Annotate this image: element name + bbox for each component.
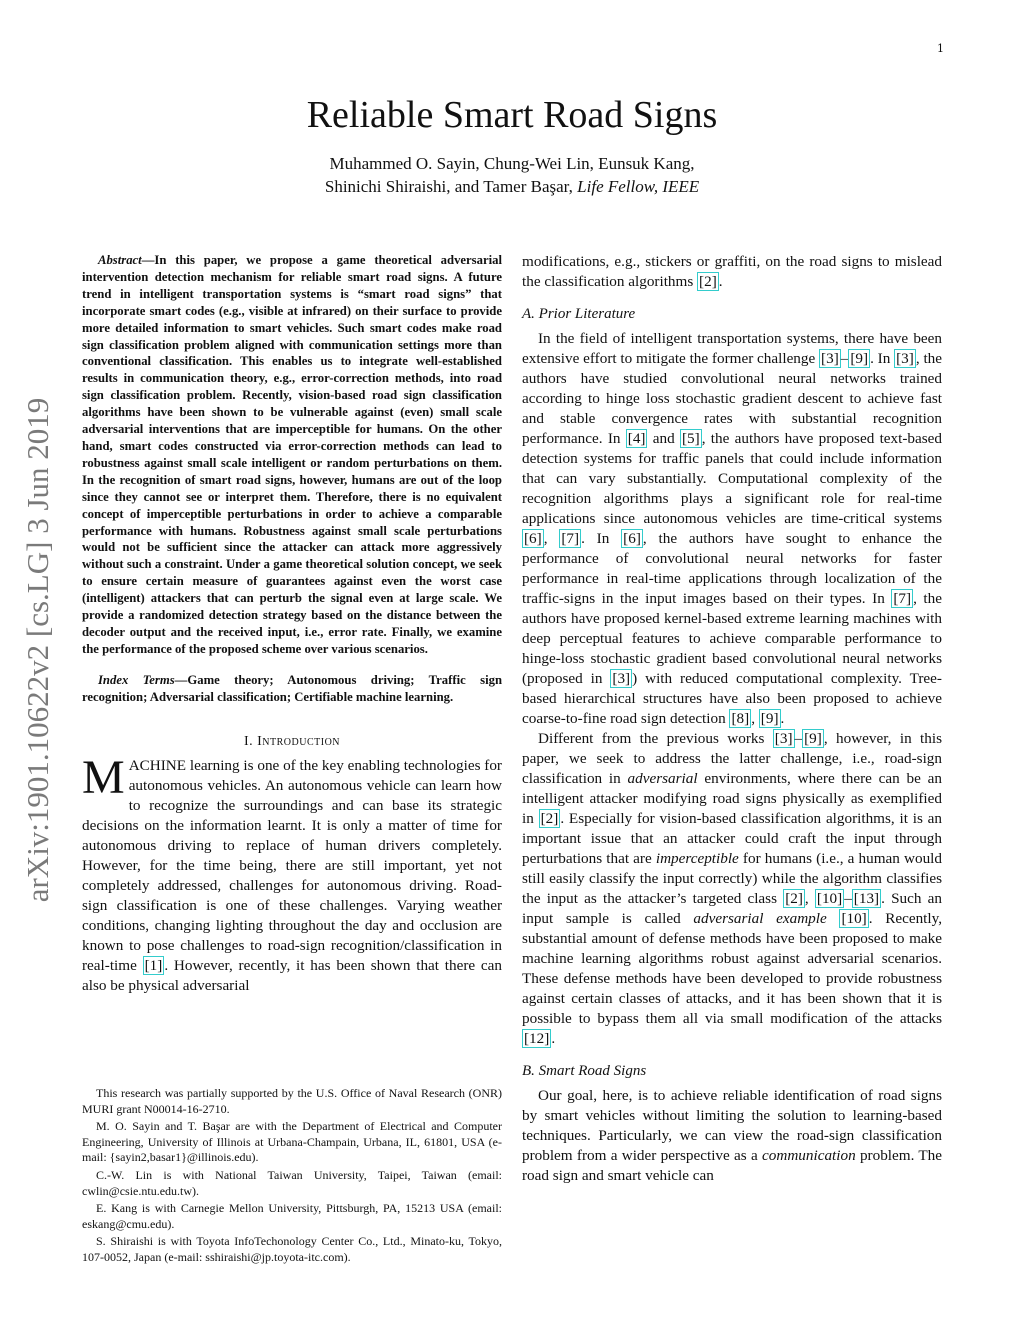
body-text-run: , the authors have proposed text-based detection systems for traffic panels that could include information that can vary substantially. Computational complexity of the recognition algorithms plays a significant role for real-time applications since autonomous vehicles are time-critical systems [522, 430, 942, 527]
citation-link[interactable]: [13] [853, 890, 880, 907]
body-text-run: . In [581, 530, 622, 547]
footnote-affiliation-ntu: C.-W. Lin is with National Taiwan University, Taipei, Taiwan (email: cwlin@csie.ntu.edu.tw). [82, 1167, 502, 1198]
body-text-run: and [647, 430, 680, 447]
body-text-run: , [804, 890, 815, 907]
citation-link[interactable]: [2] [540, 810, 559, 827]
citation-link[interactable]: [1] [144, 956, 163, 974]
emphasis: communication [762, 1147, 856, 1164]
intro-text: ACHINE learning is one of the key enabling technologies for autonomous vehicles. An autonomous vehicle can learn how to recognize the surroundings and can base its strategic decisions on the information learnt. It is only a matter of time for autonomous driving to replace of human drivers completely. However, for the time being, there are still important, yet not completely addressed, challenges for autonomous driving. Road-sign classification is one of these challenges. Varying weather conditions, changing lighting throughout the day and occlusion are known to pose challenges to road-sign recognition/classification in real-time [82, 756, 502, 974]
author-list [0, 152, 1024, 198]
index-terms-label: Index Terms [98, 672, 175, 687]
body-text-run: , however, in this paper, we seek to address the latter challenge, i.e., road-sign classification in [522, 730, 943, 787]
authors-line-2 [0, 175, 1024, 198]
authors-names: Shinichi Shiraishi, and Tamer Başar, [324, 177, 573, 196]
citation-link[interactable]: [5] [682, 430, 700, 447]
continuation-paragraph [522, 252, 942, 292]
abstract [82, 252, 502, 658]
arxiv-watermark: arXiv:1901.10622v2 [cs.LG] 3 Jun 2019 [20, 397, 55, 903]
left-column [82, 252, 502, 996]
prior-literature-paragraph-1 [522, 329, 942, 729]
body-text-run: environments, where there can be an intelligent attacker modifying road signs physically as exemplified in [522, 770, 942, 827]
body-text-run: , [543, 530, 560, 547]
drop-cap: M [82, 750, 125, 804]
citation-link[interactable]: [7] [561, 530, 580, 547]
body-text-run: – [840, 350, 849, 367]
body-text-run: problem. The road sign and smart vehicle can [522, 1147, 942, 1184]
body-text-run: . Especially for vision-based classification algorithms, it is an important issue that an attacker could craft the input through perturbations that are [522, 810, 942, 867]
index-terms-text: —Game theory; Autonomous driving; Traffic sign recognition; Adversarial classification; Certifiable machine learning. [82, 672, 503, 704]
footnote-affiliation-uiuc: M. O. Sayin and T. Başar are with the Department of Electrical and Computer Engineering, University of Illinois at Urbana-Champain, Urbana, IL, 61801, USA (e-mail: {sayin2,basar1}@illinois.edu). [82, 1119, 502, 1165]
abstract-label: Abstract [98, 253, 142, 267]
body-text-run: Our goal, here, is to achieve reliable identification of road signs by smart vehicles without limiting the solution to learning-based techniques. Particularly, we can view the road-sign classification problem from a wider perspective as a [522, 1087, 942, 1164]
right-column [522, 252, 942, 1186]
body-text-run: , the authors have proposed kernel-based extreme learning machines with deep perceptual features to achieve comparable performance to hinge-loss stochastic gradient based convolutional neural networks (proposed in [522, 590, 942, 687]
subsection-heading-smart-road-signs: B. Smart Road Signs [522, 1063, 647, 1079]
footnotes [82, 1086, 502, 1268]
body-text-run: – [844, 890, 852, 907]
citation-link[interactable]: [3] [821, 350, 839, 367]
page-number: 1 [937, 42, 944, 55]
citation-link[interactable]: [12] [524, 1030, 550, 1047]
body-text-run: . Such an input sample is called [522, 890, 942, 927]
intro-paragraph [82, 750, 502, 996]
citation-link[interactable]: [2] [785, 890, 803, 907]
subsection-heading-prior-literature: A. Prior Literature [522, 306, 636, 322]
body-text-run: Different from the previous works [538, 730, 773, 747]
citation-link[interactable]: [9] [804, 730, 822, 747]
section-heading-introduction: I. Introduction [243, 733, 341, 749]
citation-link[interactable]: [4] [627, 430, 646, 447]
body-text-run: ) with reduced computational complexity. Tree-based hierarchical structures have also been proposed to achieve coarse-to-fine road sign detection [522, 670, 942, 727]
body-text-run [827, 910, 840, 927]
title-block [0, 92, 1024, 198]
emphasis: adversarial example [693, 910, 827, 927]
body-text-run: . [718, 273, 723, 290]
author-affiliation: Life Fellow, IEEE [577, 177, 700, 196]
citation-link[interactable]: [9] [760, 710, 779, 727]
intro-text: . However, recently, it has been shown that there can also be physical adversarial [82, 956, 502, 994]
body-text-run: . In [870, 350, 895, 367]
body-text-run: modifications, e.g., stickers or graffiti, on the road signs to mislead the classification algorithms [522, 253, 942, 290]
body-text-run: In the field of intelligent transportation systems, there have been extensive effort to mitigate the former challenge [522, 330, 942, 367]
citation-link[interactable]: [10] [841, 910, 867, 927]
citation-link[interactable]: [8] [731, 710, 750, 727]
footnote-funding: This research was partially supported by the U.S. Office of Naval Research (ONR) MURI grant N00014-16-2710. [82, 1086, 502, 1116]
body-text-run: . Recently, substantial amount of defense methods have been proposed to make machine learning algorithms robust against adversarial scenarios. These defense methods have been developed to provide robustness against certain classes of attacks, and it has been shown that it is possible to bypass them all via small modification of the attacks [522, 910, 943, 1027]
emphasis: adversarial [627, 770, 698, 787]
paper-title: Reliable Smart Road Signs [306, 94, 718, 136]
smart-road-signs-paragraph [522, 1086, 942, 1186]
citation-link[interactable]: [2] [699, 273, 717, 290]
citation-link[interactable]: [6] [524, 530, 542, 547]
citation-link[interactable]: [10] [816, 890, 843, 907]
footnote-affiliation-cmu: E. Kang is with Carnegie Mellon University, Pittsburgh, PA, 15213 USA (email: eskang@cmu.edu). [82, 1201, 502, 1231]
prior-literature-paragraph-2 [522, 729, 942, 1049]
body-text-run: . [780, 710, 785, 727]
abstract-text: —In this paper, we propose a game theoretical adversarial intervention detection mechanism for reliable smart road signs. A future trend in intelligent transportation systems is “smart road signs” that incorporate smart codes (e.g., visible at infrared) on their surface to provide more detailed information to smart vehicles. Such smart codes make road sign classification problem aligned with communication settings more than conventional classification. This enables us to integrate well-established results in communication theory, e.g., error-correction methods, into road sign classification problem. Recently, vision-based road sign classification algorithms have been shown to be vulnerable against (even) small scale adversarial interventions that are imperceptible for humans. On the other hand, smart codes constructed via error-correction methods can lead to robustness against small scale intelligent or random perturbations on them. In the recognition of smart road signs, however, humans are out of the loop since they cannot see or interpret them. Therefore, there is no equivalent concept of imperceptible perturbations in order to achieve a comparable performance with humans. Robustness against small scale perturbations would not be sufficient since the attacker can attack more aggressively without such a constraint. Under a game theoretical solution concept, we seek to ensure certain measure of guarantees against even the worst case (intelligent) attackers that can perturb the signal even at large scale. We provide a randomized detection strategy based on the distance between the decoder output and the received input, i.e., error rate. Finally, we examine the performance of the proposed scheme over various scenarios. [82, 253, 502, 656]
citation-link[interactable]: [6] [623, 530, 641, 547]
citation-link[interactable]: [7] [893, 590, 912, 607]
authors-line-1: Muhammed O. Sayin, Chung-Wei Lin, Eunsuk Kang, [329, 154, 695, 173]
body-text-run: , [751, 710, 759, 727]
index-terms [82, 672, 502, 706]
body-text-run: , the authors have sought to enhance the performance of convolutional neural networks for faster performance in real-time applications through localization of the traffic-signs in the input images based on their types. In [522, 530, 943, 607]
emphasis: imperceptible [655, 850, 739, 867]
body-text-run: for humans (i.e., a human would still easily classify the input correctly) while the algorithm classifies the input as the attacker’s targeted class [522, 850, 942, 907]
body-text-run: . [551, 1030, 556, 1047]
citation-link[interactable]: [3] [896, 350, 914, 367]
body-text-run: , the authors have studied convolutional neural networks trained according to hinge loss stochastic gradient descent to achieve fast and stable convergence rates with substantial recognition performance. In [522, 350, 942, 447]
body-text-run: – [794, 730, 803, 747]
citation-link[interactable]: [3] [612, 670, 631, 687]
footnote-affiliation-toyota: S. Shiraishi is with Toyota InfoTechonology Center Co., Ltd., Minato-ku, Tokyo, 107-0052, Japan (e-mail: sshiraishi@jp.toyota-itc.com). [82, 1234, 502, 1264]
citation-link[interactable]: [9] [850, 350, 869, 367]
citation-link[interactable]: [3] [774, 730, 793, 747]
